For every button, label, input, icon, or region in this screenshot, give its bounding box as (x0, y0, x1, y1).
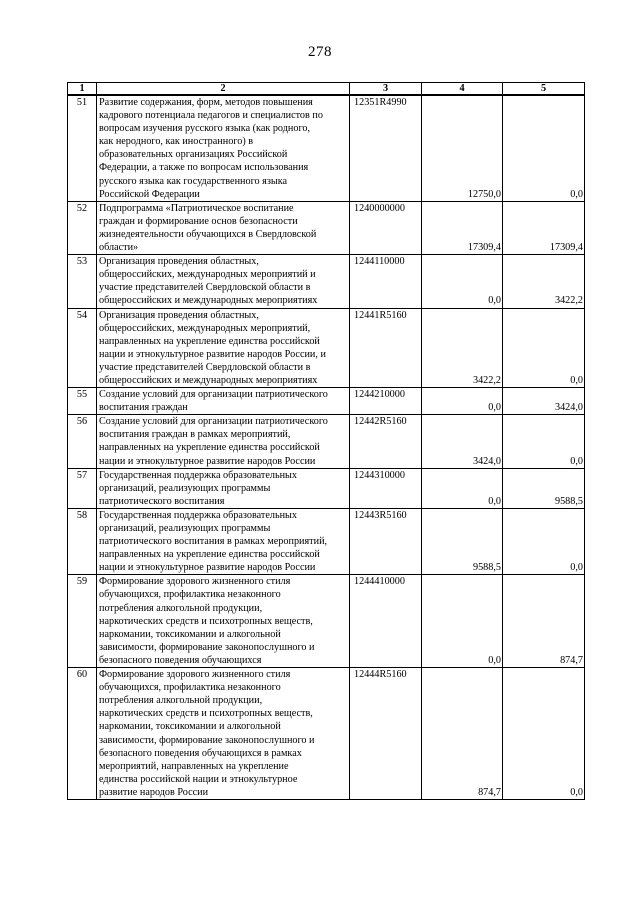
description-line: патриотического воспитания в рамках мероприятий, (99, 536, 328, 548)
table-header-row (68, 83, 585, 96)
row-amount-col5: 874,7 (503, 575, 585, 668)
header-col-2: 2 (97, 83, 350, 96)
description-line: нации и этнокультурное развитие народов России (99, 455, 316, 467)
row-number: 52 (68, 201, 97, 254)
description-line: наркомании, токсикомании и алкогольной (99, 721, 281, 733)
row-amount-col5: 0,0 (503, 95, 585, 201)
header-col-5: 5 (503, 83, 585, 96)
row-amount-col4: 0,0 (422, 388, 503, 415)
description-line: наркотических средств и психотропных веществ, (99, 615, 313, 627)
row-number: 60 (68, 668, 97, 800)
description-line: развитие народов России (99, 786, 209, 798)
description-line: единства российской нации и этнокультурное (99, 773, 298, 785)
description-line: потребления алкогольной продукции, (99, 695, 263, 707)
description-line: направленных на укрепление единства российской (99, 335, 320, 347)
description-line: как неродного, как иностранного) в (99, 136, 254, 148)
header-col-3: 3 (350, 83, 422, 96)
row-amount-col4: 0,0 (422, 575, 503, 668)
description-line: Создание условий для организации патриотического (99, 389, 328, 401)
description-line: патриотического воспитания (99, 495, 225, 507)
description-line: направленных на укрепление единства российской (99, 549, 320, 561)
description-line: нации и этнокультурное развитие народов России (99, 562, 316, 574)
description-line: образовательных организациях Российской (99, 149, 288, 161)
row-amount-col4: 12750,0 (422, 95, 503, 201)
description-line: Создание условий для организации патриотического (99, 416, 328, 428)
description-line: граждан и формирование основ безопасности (99, 215, 298, 227)
row-amount-col4: 3422,2 (422, 308, 503, 388)
description-line: обучающихся, профилактика незаконного (99, 682, 281, 694)
description-line: безопасного поведения обучающихся в рамках (99, 747, 302, 759)
row-amount-col5: 17309,4 (503, 201, 585, 254)
description-line: Организация проведения областных, (99, 309, 259, 321)
table-row (68, 508, 585, 574)
description-line: Государственная поддержка образовательных (99, 509, 297, 521)
row-description (97, 201, 350, 254)
row-code: 1244310000 (350, 468, 422, 508)
description-line: общероссийских, международных мероприятий и (99, 269, 316, 281)
description-line: наркомании, токсикомании и алкогольной (99, 628, 281, 640)
description-line: безопасного поведения обучающихся (99, 654, 262, 666)
row-amount-col4: 9588,5 (422, 508, 503, 574)
table-row (68, 468, 585, 508)
row-number: 57 (68, 468, 97, 508)
row-number: 56 (68, 415, 97, 468)
row-description (97, 95, 350, 201)
row-number: 53 (68, 255, 97, 308)
row-number: 59 (68, 575, 97, 668)
description-line: Организация проведения областных, (99, 256, 259, 268)
row-code: 1244210000 (350, 388, 422, 415)
description-line: жизнедеятельности обучающихся в Свердловской (99, 228, 317, 240)
row-description (97, 415, 350, 468)
description-line: зависимости, формирование законопослушного и (99, 641, 315, 653)
row-number: 58 (68, 508, 97, 574)
description-line: участие представителей Свердловской области в (99, 361, 311, 373)
page-number: 278 (308, 44, 332, 60)
row-code: 1244110000 (350, 255, 422, 308)
description-line: Подпрограмма «Патриотическое воспитание (99, 202, 294, 214)
row-amount-col4: 0,0 (422, 468, 503, 508)
description-line: общероссийских и международных мероприятиях (99, 374, 318, 386)
row-code: 1244410000 (350, 575, 422, 668)
row-number: 51 (68, 95, 97, 201)
description-line: организаций, реализующих программы (99, 523, 271, 534)
description-line: потребления алкогольной продукции, (99, 602, 263, 614)
row-amount-col4: 874,7 (422, 668, 503, 800)
row-number: 55 (68, 388, 97, 415)
description-line: Российской Федерации (99, 188, 200, 200)
description-line: обучающихся, профилактика незаконного (99, 589, 281, 601)
description-line: Государственная поддержка образовательных (99, 469, 297, 481)
row-amount-col4: 3424,0 (422, 415, 503, 468)
row-amount-col5: 3422,2 (503, 255, 585, 308)
description-line: участие представителей Свердловской области в (99, 282, 311, 294)
row-amount-col5: 9588,5 (503, 468, 585, 508)
table-row (68, 308, 585, 388)
description-line: общероссийских, международных мероприятий, (99, 322, 311, 334)
description-line: организаций, реализующих программы (99, 482, 271, 494)
budget-table (67, 82, 585, 800)
table-row (68, 255, 585, 308)
header-col-4: 4 (422, 83, 503, 96)
description-line: направленных на укрепление единства российской (99, 442, 320, 454)
description-line: общероссийских и международных мероприятиях (99, 295, 318, 307)
description-line: области» (99, 242, 139, 254)
description-line: русского языка как государственного языка (99, 175, 288, 187)
row-number: 54 (68, 308, 97, 388)
row-code: 12443R5160 (350, 508, 422, 574)
description-line: Формирование здорового жизненного стиля (99, 669, 291, 681)
row-amount-col5: 0,0 (503, 415, 585, 468)
description-line: кадрового потенциала педагогов и специалистов по (99, 110, 323, 122)
description-line: зависимости, формирование законопослушного и (99, 734, 315, 746)
description-line: нации и этнокультурное развитие народов России, и (99, 348, 326, 360)
row-description (97, 308, 350, 388)
table-row (68, 95, 585, 201)
row-description (97, 668, 350, 800)
row-description (97, 508, 350, 574)
row-code: 12442R5160 (350, 415, 422, 468)
row-amount-col4: 17309,4 (422, 201, 503, 254)
table-body (68, 83, 585, 800)
table-row (68, 201, 585, 254)
table-row (68, 415, 585, 468)
row-code: 1240000000 (350, 201, 422, 254)
description-line: Федерации, а также по вопросам использования (99, 162, 309, 174)
description-line: воспитания граждан в рамках мероприятий, (99, 429, 291, 441)
row-code: 12441R5160 (350, 308, 422, 388)
row-amount-col5: 3424,0 (503, 388, 585, 415)
header-col-1: 1 (68, 83, 97, 96)
row-code: 12351R4990 (350, 95, 422, 201)
row-amount-col5: 0,0 (503, 668, 585, 800)
row-description (97, 388, 350, 415)
description-line: вопросам изучения русского языка (как родного, (99, 123, 311, 135)
row-amount-col5: 0,0 (503, 508, 585, 574)
row-description (97, 468, 350, 508)
description-line: воспитания граждан (99, 402, 188, 414)
description-line: Формирование здорового жизненного стиля (99, 576, 291, 588)
table-row (68, 575, 585, 668)
description-line: наркотических средств и психотропных веществ, (99, 708, 313, 720)
row-amount-col4: 0,0 (422, 255, 503, 308)
table-row (68, 668, 585, 800)
description-line: Развитие содержания, форм, методов повышения (99, 97, 313, 108)
row-code: 12444R5160 (350, 668, 422, 800)
description-line: мероприятий, направленных на укрепление (99, 760, 289, 772)
table-row (68, 388, 585, 415)
row-description (97, 575, 350, 668)
row-description (97, 255, 350, 308)
row-amount-col5: 0,0 (503, 308, 585, 388)
